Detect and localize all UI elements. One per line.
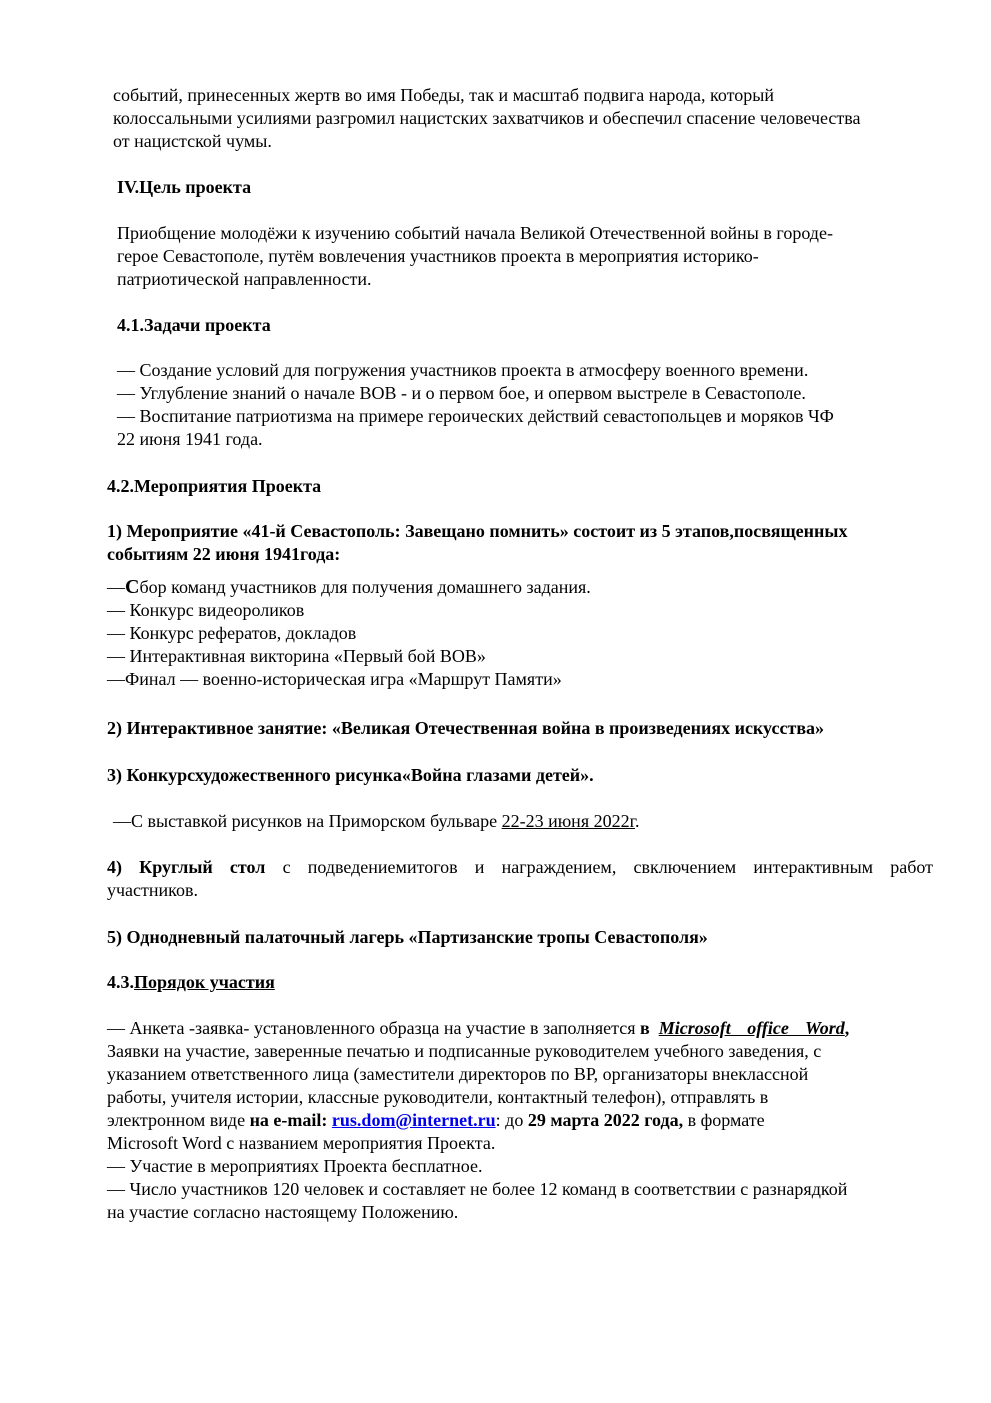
stage-item: — Интерактивная викторина «Первый бой ВОВ» [107, 646, 486, 666]
stage-item: — Конкурс видеороликов [107, 600, 305, 620]
participation-line: на участие согласно настоящему Положению. [107, 1202, 459, 1222]
goal-paragraph [117, 222, 933, 291]
event1-stages [107, 576, 933, 691]
participation-text: : до [495, 1110, 528, 1130]
event3-title: 3) Конкурсхудожественного рисунка«Война глазами детей». [107, 765, 594, 785]
microsoft-word-label: Microsoft office Word [658, 1018, 845, 1038]
exhibition-date: 22-23 июня 2022г [501, 811, 635, 831]
exhibition-end: . [634, 811, 640, 831]
email-link[interactable]: rus.dom@internet.ru [331, 1110, 496, 1130]
participation-heading-number: 4.3. [107, 972, 134, 992]
events-heading: 4.2.Мероприятия Проекта [107, 476, 322, 496]
tasks-heading: 4.1.Задачи проекта [117, 315, 271, 335]
exhibition-text: —С выставкой рисунков на Приморском бульваре [113, 811, 502, 831]
event4-title: 4) Круглый стол [107, 857, 266, 877]
stage-item: — Конкурс рефератов, докладов [107, 623, 357, 643]
event1-title-line: 1) Мероприятие «41-й Севастополь: Завещано помнить» состоит из 5 этапов,посвященных [107, 521, 848, 541]
event2-title: 2) Интерактивное занятие: «Великая Отечественная война в произведениях искусства» [107, 718, 825, 738]
stage-dash: — [107, 577, 125, 597]
task-item: 22 июня 1941 года. [117, 429, 263, 449]
intro-line: колоссальными усилиями разгромил нацистских захватчиков и обеспечил спасение человечества [113, 108, 861, 128]
participation-line: Microsoft Word с названием мероприятия Проекта. [107, 1133, 496, 1153]
participation-line: указанием ответственного лица (заместители директоров по ВР, организаторы внеклассной [107, 1064, 809, 1084]
stage-item: —Финал — военно-историческая игра «Маршрут Памяти» [107, 669, 562, 689]
participation-line [107, 1017, 933, 1040]
event1-title [107, 520, 933, 566]
event4-line: участников. [107, 880, 198, 900]
participation-line [107, 1109, 933, 1132]
participation-text: — Анкета -заявка- установленного образца на участие в заполняется [107, 1018, 640, 1038]
intro-line: от нацистской чумы. [113, 131, 272, 151]
participation-line: — Число участников 120 человек и составляет не более 12 команд в соответствии с разнарядкой [107, 1179, 848, 1199]
event5-title: 5) Однодневный палаточный лагерь «Партизанские тропы Севастополя» [107, 927, 708, 947]
tasks-list [117, 359, 933, 451]
deadline-date: 29 марта 2022 года, [527, 1110, 684, 1130]
exhibition-line [113, 810, 933, 833]
intro-paragraph [113, 84, 933, 153]
task-item: — Воспитание патриотизма на примере героических действий севастопольцев и моряков ЧФ [117, 406, 834, 426]
goal-line: герое Севастополе, путём вовлечения участников проекта в мероприятия историко- [117, 246, 759, 266]
participation-line: — Участие в мероприятиях Проекта бесплатное. [107, 1156, 483, 1176]
participation-comma: , [844, 1018, 850, 1038]
stage-capital: С [125, 576, 140, 598]
email-label: на e-mail: [249, 1110, 332, 1130]
task-item: — Создание условий для погружения участников проекта в атмосферу военного времени. [117, 360, 809, 380]
event4-text: с подведениемитогов и награждением, свключением интерактивным работ [265, 857, 933, 877]
participation-heading-text: Порядок участия [134, 972, 275, 992]
participation-in: в [639, 1018, 650, 1038]
event4-line [107, 856, 933, 879]
participation-text: электронном виде [107, 1110, 250, 1130]
event4-paragraph [107, 856, 933, 902]
task-item: — Углубление знаний о начале ВОВ - и о первом бое, и опервом выстреле в Севастополе. [117, 383, 806, 403]
participation-line: Заявки на участие, заверенные печатью и подписанные руководителем учебного заведения, с [107, 1041, 822, 1061]
goal-line: патриотической направленности. [117, 269, 372, 289]
participation-paragraph [107, 1017, 933, 1224]
participation-text: в формате [683, 1110, 765, 1130]
goal-line: Приобщение молодёжи к изучению событий начала Великой Отечественной войны в городе- [117, 223, 833, 243]
intro-line: событий, принесенных жертв во имя Победы, так и масштаб подвига народа, который [113, 85, 774, 105]
goal-heading: IV.Цель проекта [117, 177, 252, 197]
event1-title-line: событиям 22 июня 1941года: [107, 544, 341, 564]
participation-line: работы, учителя истории, классные руководители, контактный телефон), отправлять в [107, 1087, 769, 1107]
participation-heading [107, 971, 933, 994]
stage-text: бор команд участников для получения домашнего задания. [139, 577, 591, 597]
stage-item [107, 576, 933, 599]
